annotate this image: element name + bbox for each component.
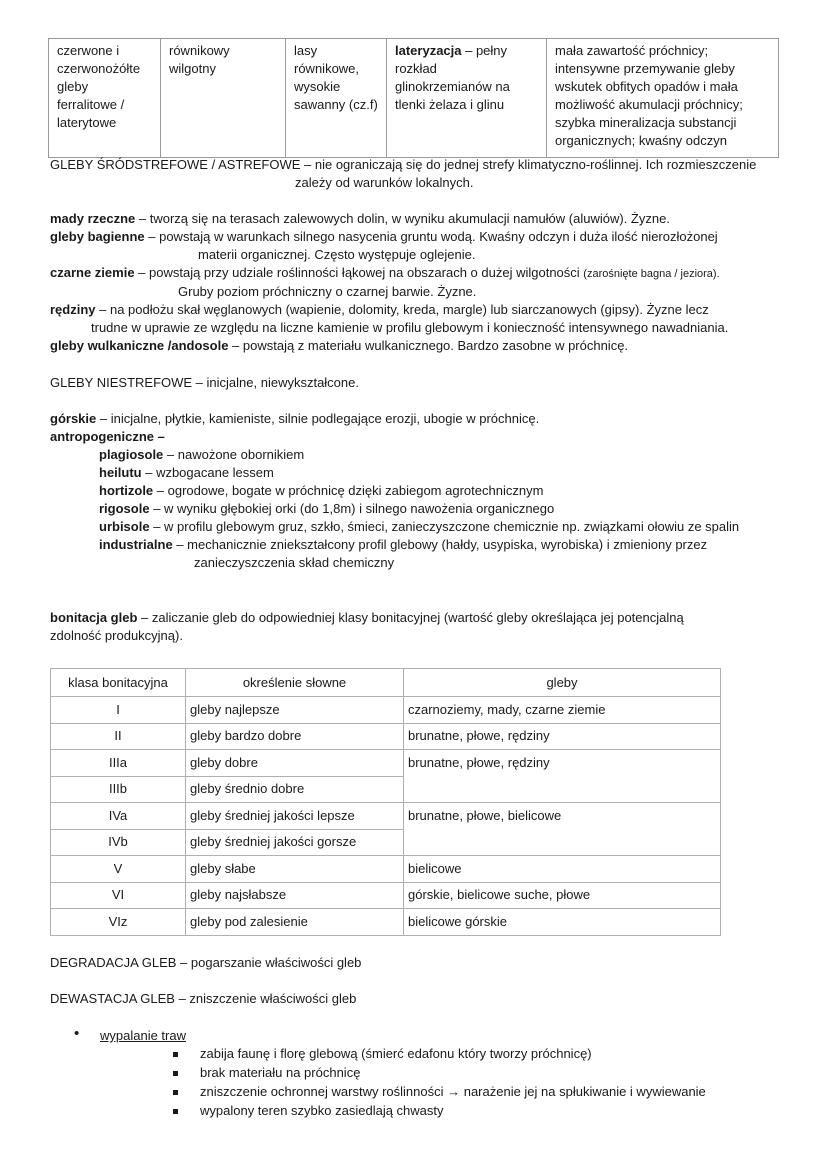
description-cell: gleby średnio dobre xyxy=(186,776,404,803)
term: urbisole xyxy=(99,519,150,534)
term: plagiosole xyxy=(99,447,164,462)
cell-line: wskutek obfitych opadów i mała xyxy=(555,79,738,94)
class-cell: II xyxy=(51,723,186,750)
description-cell: gleby słabe xyxy=(186,856,404,883)
list-item xyxy=(172,1083,706,1102)
cell-line: mała zawartość próchnicy; xyxy=(555,43,709,58)
class-cell: IVa xyxy=(51,803,186,830)
cell-line: możliwość akumulacji próchnicy; xyxy=(555,97,743,112)
definition-cont: trudne w uprawie ze względu na liczne kamienie w profilu glebowym i konieczność intensywnego nawadniania. xyxy=(91,320,729,335)
list-item xyxy=(50,536,790,554)
process-cell xyxy=(387,39,547,158)
cell-line: równikowy xyxy=(169,43,230,58)
definition-line xyxy=(50,609,790,627)
term: bonitacja gleb xyxy=(50,610,138,625)
definition-cont: zdolność produkcyjną). xyxy=(50,628,183,643)
class-cell: V xyxy=(51,856,186,883)
process-term: lateryzacja xyxy=(395,43,462,58)
term: gleby bagienne xyxy=(50,229,145,244)
list-item xyxy=(50,337,790,355)
soils-cell: brunatne, płowe, rędziny xyxy=(404,723,721,750)
azonal-soils-heading xyxy=(50,156,790,192)
description-cell: gleby bardzo dobre xyxy=(186,723,404,750)
climate-cell xyxy=(161,39,286,158)
devastation-line: DEWASTACJA GLEB – zniszczenie właściwości gleb xyxy=(50,991,357,1006)
list-heading: wypalanie traw xyxy=(100,1028,186,1043)
class-cell: IIIb xyxy=(51,776,186,803)
definition: – w profilu glebowym gruz, szkło, śmieci, zanieczyszczone chemicznie np. związkami ołowiu ze spalin xyxy=(149,519,740,534)
soils-cell: czarnoziemy, mady, czarne ziemie xyxy=(404,697,721,724)
list-item xyxy=(50,228,790,246)
cell-line: czerwone i xyxy=(57,43,120,58)
heading-line: zależy od warunków lokalnych. xyxy=(295,175,474,190)
term: hortizole xyxy=(99,483,154,498)
cell-line: sawanny (cz.f) xyxy=(294,97,378,112)
process-text: – pełny xyxy=(461,43,508,58)
term: czarne ziemie xyxy=(50,265,135,280)
term: gleby wulkaniczne /andosole xyxy=(50,338,229,353)
cell-line: gleby xyxy=(57,79,89,94)
item-text: brak materiału na próchnicę xyxy=(200,1065,361,1080)
item-text: zabija faunę i florę glebową (śmierć edafonu który tworzy próchnicę) xyxy=(200,1046,592,1061)
list-item xyxy=(172,1045,706,1064)
definition-cont: materii organicznej. Często występuje oglejenie. xyxy=(198,247,476,262)
cell-line: rozkład xyxy=(395,61,437,76)
list-item xyxy=(50,210,790,228)
list-item xyxy=(50,264,790,283)
table-row xyxy=(49,39,779,158)
intrazonal-list xyxy=(50,410,790,572)
description-cell: gleby pod zalesienie xyxy=(186,909,404,936)
definition-cont: Gruby poziom próchniczny o czarnej barwie. Żyzne. xyxy=(178,284,477,299)
soils-cell: brunatne, płowe, rędziny xyxy=(404,750,721,803)
description-cell: gleby średniej jakości gorsze xyxy=(186,829,404,856)
table-row xyxy=(51,882,721,909)
soils-cell: bielicowe górskie xyxy=(404,909,721,936)
definition: – tworzą się na terasach zalewowych dolin, w wyniku akumulacji namułów (aluwiów). Żyzne. xyxy=(135,211,670,226)
term: antropogeniczne – xyxy=(50,429,165,444)
class-cell: I xyxy=(51,697,186,724)
cell-line: wysokie xyxy=(294,79,341,94)
list-item xyxy=(50,410,790,428)
header-cell: gleby xyxy=(404,669,721,697)
cell-line xyxy=(395,42,540,60)
table-row xyxy=(51,697,721,724)
soil-type-cell xyxy=(49,39,161,158)
list-item xyxy=(172,1064,706,1083)
soils-cell: brunatne, płowe, bielicowe xyxy=(404,803,721,856)
cell-line: organicznych; kwaśny odczyn xyxy=(555,133,727,148)
definition: – powstają przy udziale roślinności łąkowej na obszarach o dużej wilgotności xyxy=(134,265,584,280)
table-row xyxy=(51,803,721,830)
definition: – powstają z materiału wulkanicznego. Bardzo zasobne w próchnicę. xyxy=(228,338,629,353)
list-item xyxy=(50,518,790,536)
soils-cell: górskie, bielicowe suche, płowe xyxy=(404,882,721,909)
header-cell: klasa bonitacyjna xyxy=(51,669,186,697)
square-bullet-icon xyxy=(173,1071,178,1076)
definition: – na podłożu skał węglanowych (wapienie, dolomity, kreda, margle) lub siarczanowych (gipsy). Żyzne lecz xyxy=(95,302,709,317)
bonitation-table xyxy=(50,668,721,936)
list-item xyxy=(50,500,790,518)
definition: – powstają w warunkach silnego nasycenia gruntu wodą. Kwaśny odczyn i duża ilość nierozłożonej xyxy=(144,229,718,244)
class-cell: IVb xyxy=(51,829,186,856)
definition: – nawożone obornikiem xyxy=(163,447,305,462)
description-cell: gleby najsłabsze xyxy=(186,882,404,909)
list-item xyxy=(50,482,790,500)
cell-line: glinokrzemianów na xyxy=(395,79,510,94)
sub-bullet-list xyxy=(172,1045,706,1121)
list-item xyxy=(50,301,790,319)
table-row xyxy=(51,723,721,750)
term: rigosole xyxy=(99,501,150,516)
description-cell: gleby najlepsze xyxy=(186,697,404,724)
features-cell xyxy=(547,39,779,158)
soils-cell: bielicowe xyxy=(404,856,721,883)
definition: – zaliczanie gleb do odpowiedniej klasy bonitacyjnej (wartość gleby określająca jej potencjalną xyxy=(137,610,684,625)
soil-zones-table xyxy=(48,38,779,158)
description-cell: gleby dobre xyxy=(186,750,404,777)
list-item xyxy=(50,464,790,482)
cell-line: lasy xyxy=(294,43,318,58)
intrazonal-heading: GLEBY NIESTREFOWE – inicjalne, niewykształcone. xyxy=(50,375,359,390)
cell-line: równikowe, xyxy=(294,61,360,76)
square-bullet-icon xyxy=(173,1109,178,1114)
term: heilutu xyxy=(99,465,142,480)
table-row xyxy=(51,909,721,936)
item-text: zniszczenie ochronnej warstwy roślinności → narażenie jej na spłukiwanie i wywiewanie xyxy=(200,1084,706,1099)
class-cell: VI xyxy=(51,882,186,909)
definition: – ogrodowe, bogate w próchnicę dzięki zabiegom agrotechnicznym xyxy=(153,483,544,498)
list-item xyxy=(50,446,790,464)
degradation-line: DEGRADACJA GLEB – pogarszanie właściwości gleb xyxy=(50,955,362,970)
cell-line: tlenki żelaza i glinu xyxy=(395,97,505,112)
definition: – mechanicznie zniekształcony profil glebowy (hałdy, usypiska, wyrobiska) i zmieniony przez xyxy=(172,537,708,552)
bullet-dot-icon: • xyxy=(74,1025,80,1042)
square-bullet-icon xyxy=(173,1090,178,1095)
heading-line: GLEBY ŚRÓDSTREFOWE / ASTREFOWE – nie ograniczają się do jednej strefy klimatyczno-roślinnej. Ich rozmieszczenie xyxy=(50,157,757,172)
cell-line: laterytowe xyxy=(57,115,117,130)
cell-line: wilgotny xyxy=(169,61,216,76)
cell-line: czerwonożółte xyxy=(57,61,141,76)
bonitation-definition xyxy=(50,609,790,645)
item-text: wypalony teren szybko zasiedlają chwasty xyxy=(200,1103,444,1118)
table-header-row xyxy=(51,669,721,697)
square-bullet-icon xyxy=(173,1052,178,1057)
term: industrialne xyxy=(99,537,173,552)
class-cell: VIz xyxy=(51,909,186,936)
cell-line: szybka mineralizacja substancji xyxy=(555,115,737,130)
note: (zarośnięte bagna / jeziora). xyxy=(583,268,720,280)
term: górskie xyxy=(50,411,97,426)
definition-cont: zanieczyszczenia skład chemiczny xyxy=(194,555,395,570)
table-row xyxy=(51,750,721,777)
header-cell: określenie słowne xyxy=(186,669,404,697)
cell-line: intensywne przemywanie gleby xyxy=(555,61,735,76)
term: rędziny xyxy=(50,302,96,317)
definition: – inicjalne, płytkie, kamieniste, silnie podlegające erozji, ubogie w próchnicę. xyxy=(96,411,540,426)
definition: – w wyniku głębokiej orki (do 1,8m) i silnego nawożenia organicznego xyxy=(149,501,555,516)
term: mady rzeczne xyxy=(50,211,136,226)
azonal-soils-list xyxy=(50,210,790,355)
vegetation-cell xyxy=(286,39,387,158)
definition: – wzbogacane lessem xyxy=(141,465,274,480)
list-item xyxy=(172,1102,706,1121)
cell-line: ferralitowe / xyxy=(57,97,125,112)
description-cell: gleby średniej jakości lepsze xyxy=(186,803,404,830)
table-row xyxy=(51,856,721,883)
class-cell: IIIa xyxy=(51,750,186,777)
